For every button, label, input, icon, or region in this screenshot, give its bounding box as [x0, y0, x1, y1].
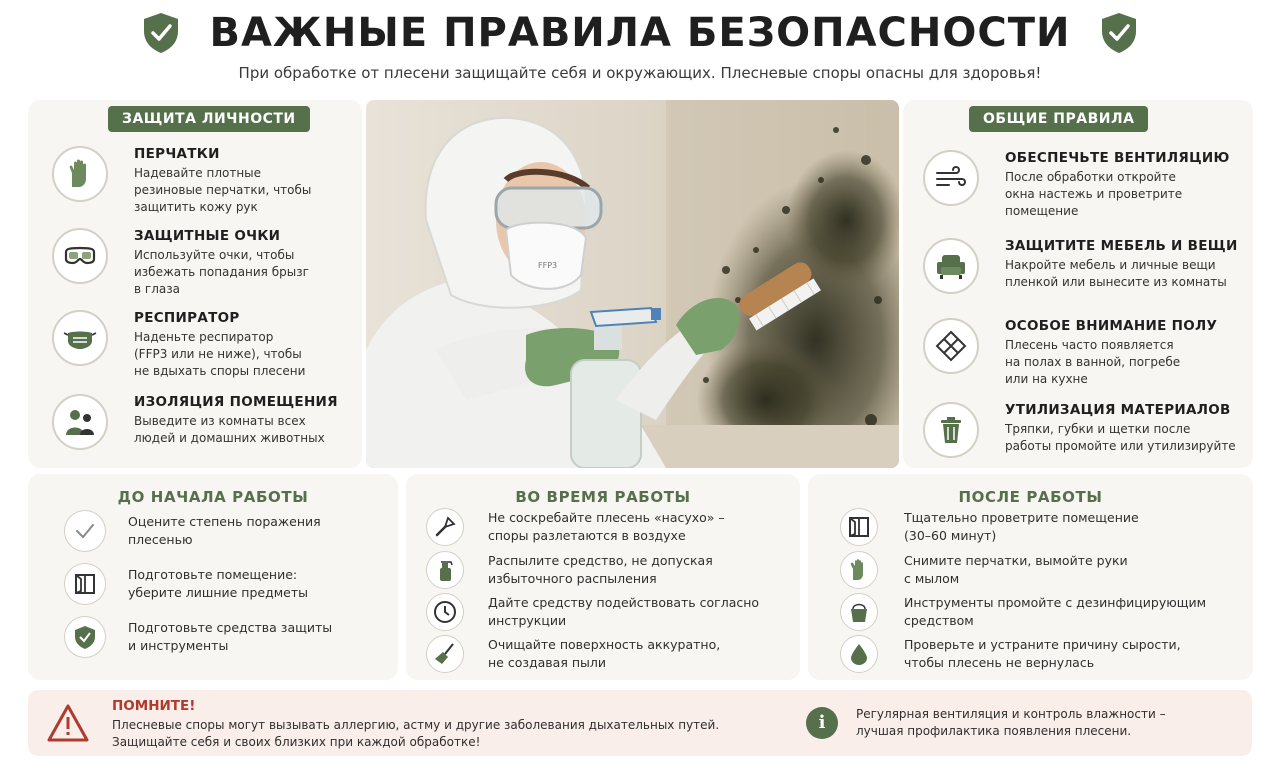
list-item: [840, 593, 1206, 631]
window-icon: [64, 563, 106, 605]
list-item: [426, 551, 713, 589]
list-item: [840, 508, 1139, 546]
trash-can-icon: [923, 402, 979, 458]
item-description: Выведите из комнаты всех людей и домашних животных: [134, 414, 325, 445]
bucket-icon: [840, 593, 878, 631]
item-room-isolation: [52, 394, 338, 450]
column-title: ПОСЛЕ РАБОТЫ: [958, 488, 1103, 506]
item-description: Тряпки, губки и щетки после работы промойте или утилизируйте: [1005, 422, 1236, 453]
item-description: Наденьте респиратор (FFP3 или не ниже), чтобы не вдыхать споры плесени: [134, 330, 306, 378]
item-gloves: [52, 146, 311, 216]
list-item: [64, 563, 308, 605]
item-disposal: [923, 402, 1236, 458]
before-work-panel: [28, 474, 398, 680]
item-title: ОСОБОЕ ВНИМАНИЕ ПОЛУ: [1005, 318, 1218, 334]
broom-icon: [426, 635, 464, 673]
item-title: ИЗОЛЯЦИЯ ПОМЕЩЕНИЯ: [134, 394, 338, 410]
info-icon: i: [806, 707, 838, 739]
reminder-title: ПОМНИТЕ!: [112, 698, 196, 714]
list-item-text: Подготовьте помещение: уберите лишние предметы: [128, 567, 309, 600]
personal-protection-panel: [28, 100, 362, 468]
list-item-text: Инструменты промойте с дезинфицирующим средством: [904, 595, 1207, 628]
info-text: Регулярная вентиляция и контроль влажности – лучшая профилактика появления плесени.: [856, 707, 1166, 738]
shield-check-icon: [141, 11, 181, 55]
warning-icon: [46, 703, 90, 743]
list-item-text: Очищайте поверхность аккуратно, не создавая пыли: [488, 637, 721, 670]
page-title: ВАЖНЫЕ ПРАВИЛА БЕЗОПАСНОСТИ: [209, 10, 1071, 56]
mask-icon: [52, 310, 108, 366]
people-icon: [52, 394, 108, 450]
reminder-bar: [28, 690, 1252, 756]
list-item-text: Подготовьте средства защиты и инструменты: [128, 620, 333, 653]
list-item: [64, 616, 332, 658]
item-goggles: [52, 228, 309, 298]
item-description: Накройте мебель и личные вещи пленкой или вынесите из комнаты: [1005, 258, 1227, 289]
shield-check-icon: [64, 616, 106, 658]
glove-icon: [840, 551, 878, 589]
wind-icon: [923, 150, 979, 206]
mask-label: FFP3: [538, 261, 558, 270]
clock-icon: [426, 593, 464, 631]
reminder-text: Плесневые споры могут вызывать аллергию, астму и другие заболевания дыхательных путей. Защищайте себя и своих близких при каждой обработке!: [112, 718, 720, 749]
list-item-text: Дайте средству подействовать согласно инструкции: [488, 595, 760, 628]
column-title: ВО ВРЕМЯ РАБОТЫ: [515, 488, 691, 506]
floor-tile-icon: [923, 318, 979, 374]
list-item-text: Оцените степень поражения плесенью: [128, 514, 321, 547]
list-item-text: Тщательно проветрите помещение (30–60 минут): [904, 510, 1139, 543]
item-description: Используйте очки, чтобы избежать попадания брызг в глаза: [134, 248, 309, 296]
list-item: [840, 551, 1128, 589]
item-protect-furniture: [923, 238, 1238, 294]
column-title: ДО НАЧАЛА РАБОТЫ: [117, 488, 309, 506]
page-subtitle: При обработке от плесени защищайте себя и окружающих. Плесневые споры опасны для здоровья!: [238, 64, 1042, 82]
scraper-icon: [426, 508, 464, 546]
list-item: [426, 635, 720, 673]
armchair-icon: [923, 238, 979, 294]
item-title: ПЕРЧАТКИ: [134, 146, 220, 162]
item-title: ЗАЩИТИТЕ МЕБЕЛЬ И ВЕЩИ: [1005, 238, 1238, 254]
water-drop-icon: [840, 635, 878, 673]
list-item-text: Снимите перчатки, вымойте руки с мылом: [904, 553, 1128, 586]
list-item: [64, 510, 321, 552]
header: [0, 0, 1280, 95]
item-title: ЗАЩИТНЫЕ ОЧКИ: [134, 228, 281, 244]
item-title: УТИЛИЗАЦИЯ МАТЕРИАЛОВ: [1005, 402, 1231, 418]
item-floor-attention: [923, 318, 1217, 388]
list-item-text: Не соскребайте плесень «насухо» – споры разлетаются в воздухе: [488, 510, 725, 543]
during-work-panel: [406, 474, 800, 680]
list-item-text: Распылите средство, не допуская избыточного распыления: [488, 553, 713, 586]
checkmark-icon: [64, 510, 106, 552]
section-badge: ОБЩИЕ ПРАВИЛА: [969, 106, 1148, 132]
item-respirator: [52, 310, 305, 380]
list-item: [840, 635, 1181, 673]
item-description: Надевайте плотные резиновые перчатки, чтобы защитить кожу рук: [134, 166, 312, 214]
photo-mold-cleaning: [366, 100, 899, 468]
item-ventilation: [923, 150, 1230, 220]
goggles-icon: [52, 228, 108, 284]
shield-check-icon: [1099, 11, 1139, 55]
spray-bottle-icon: [426, 551, 464, 589]
item-title: ОБЕСПЕЧЬТЕ ВЕНТИЛЯЦИЮ: [1005, 150, 1230, 166]
list-item-text: Проверьте и устраните причину сырости, чтобы плесень не вернулась: [904, 637, 1181, 670]
general-rules-panel: [903, 100, 1253, 468]
glove-icon: [52, 146, 108, 202]
item-description: Плесень часто появляется на полах в ванной, погребе или на кухне: [1005, 338, 1181, 386]
section-badge: ЗАЩИТА ЛИЧНОСТИ: [108, 106, 310, 132]
item-title: РЕСПИРАТОР: [134, 310, 240, 326]
item-description: После обработки откройте окна настежь и проветрите помещение: [1005, 170, 1183, 218]
list-item: [426, 593, 759, 631]
window-icon: [840, 508, 878, 546]
after-work-panel: [808, 474, 1253, 680]
list-item: [426, 508, 725, 546]
